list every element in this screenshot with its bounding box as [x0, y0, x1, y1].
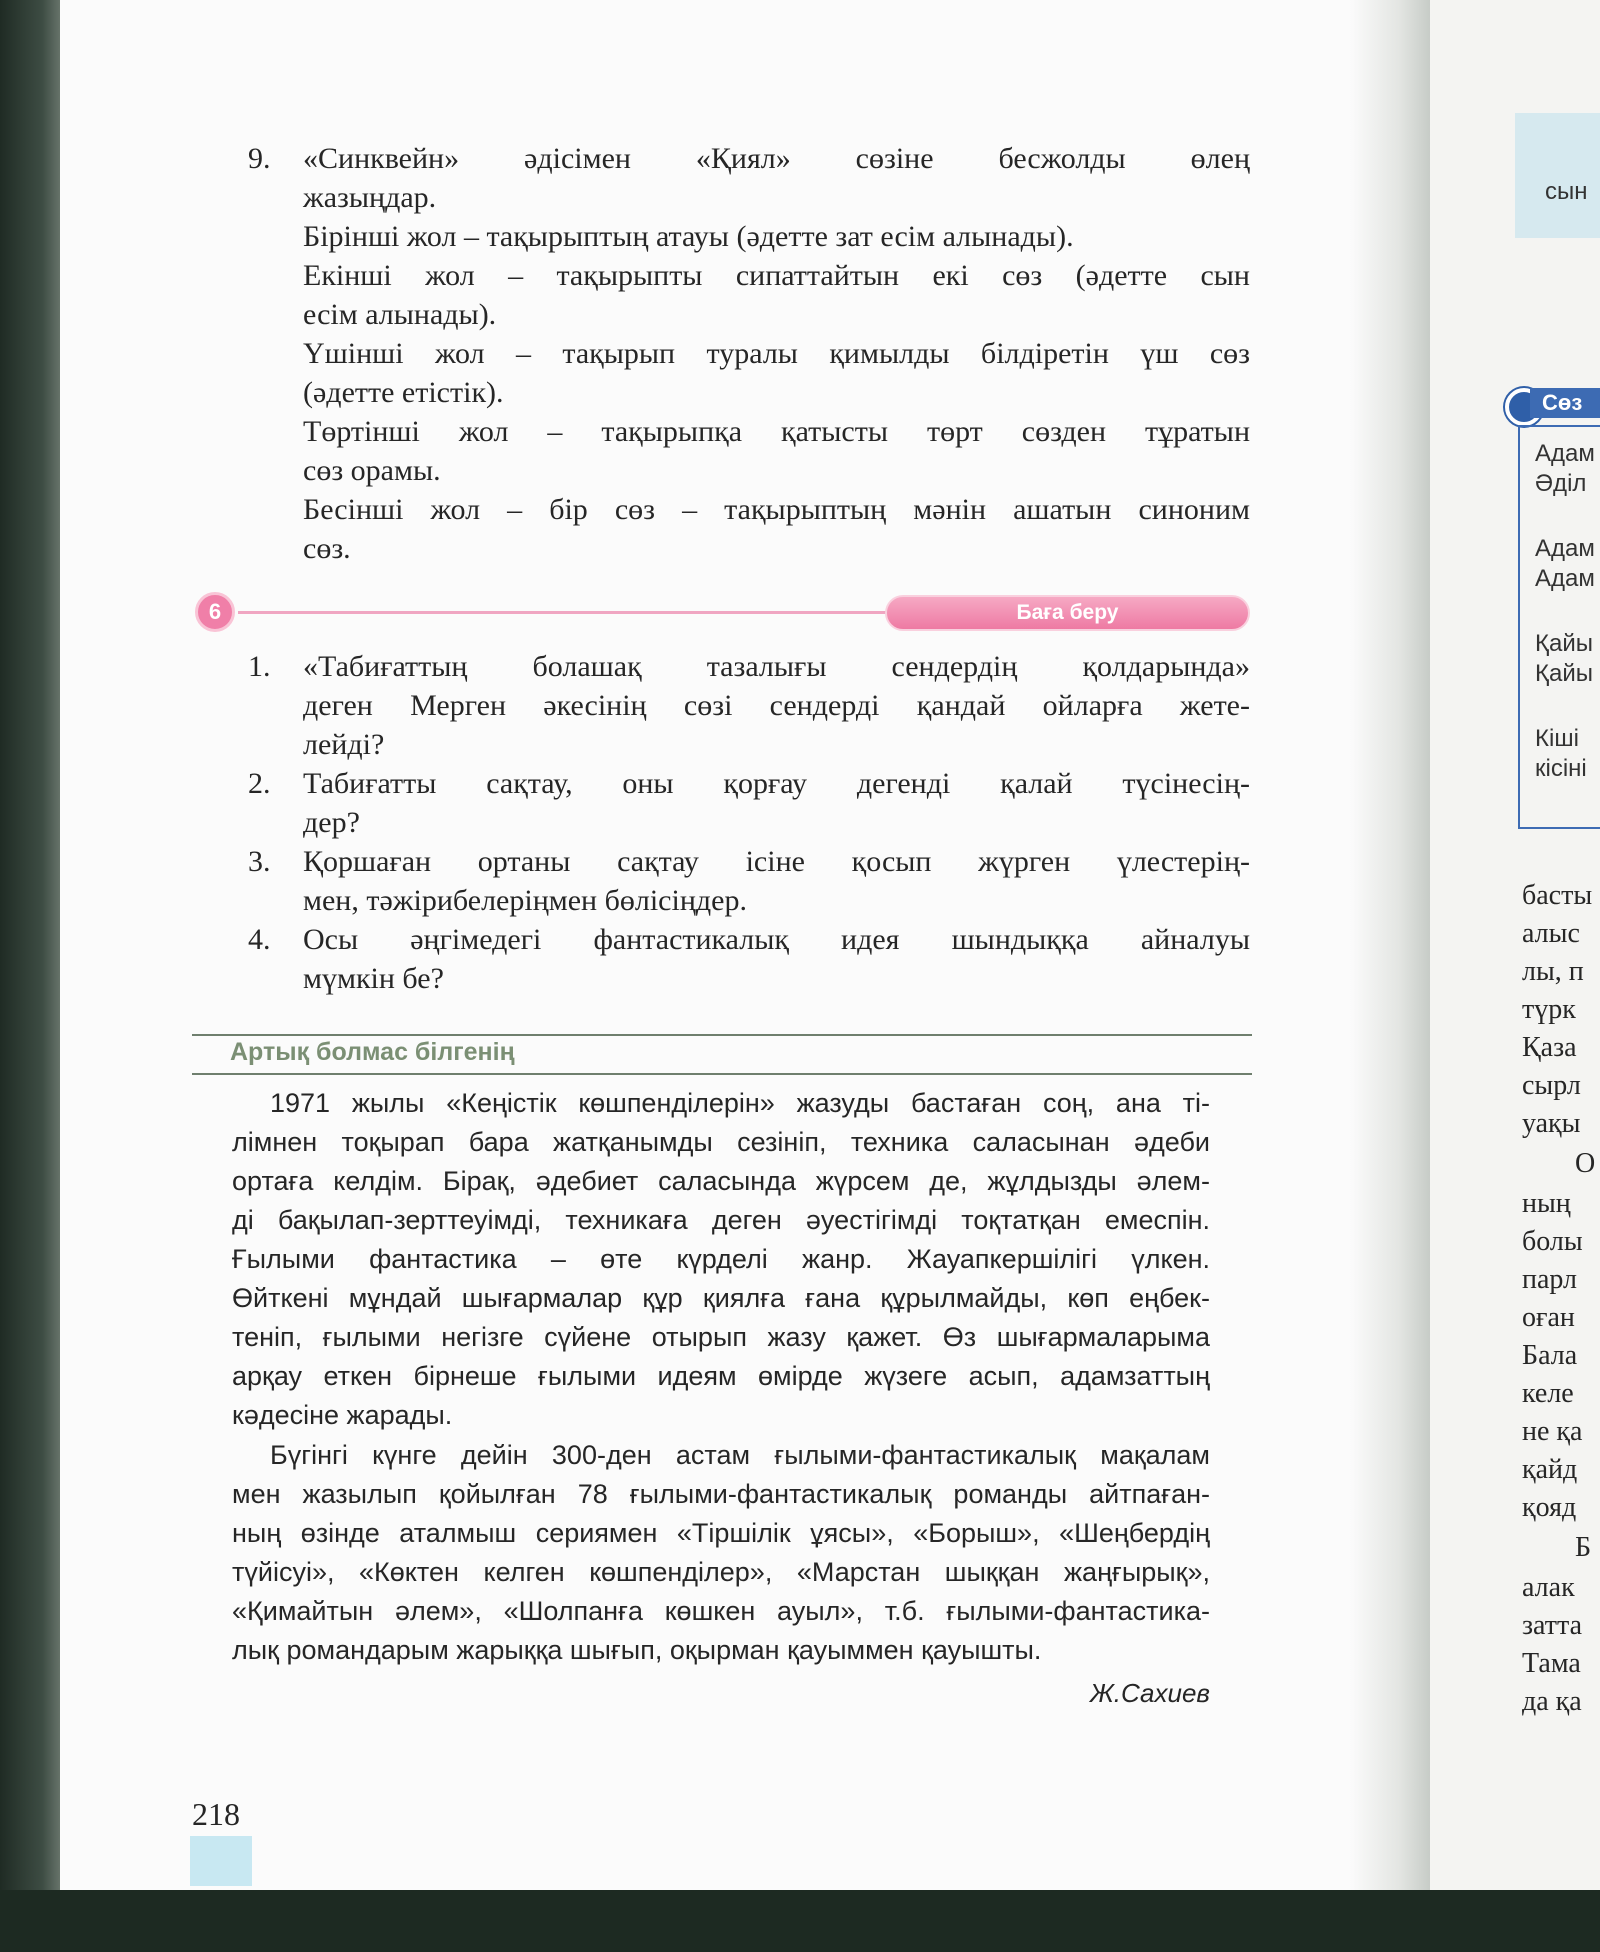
right-page-line: затта	[1522, 1610, 1583, 1641]
right-page-line: түрк	[1522, 994, 1576, 1025]
box-text-line: «Қимайтын әлем», «Шолпанға көшкен ауыл», т.б. ғылыми-фантастика-	[232, 1596, 1210, 1626]
box-text-line: Ғылыми фантастика – өте күрделі жанр. Жауапкершілігі үлкен.	[232, 1244, 1210, 1274]
right-page	[1430, 0, 1600, 1910]
question-number: 3.	[248, 845, 271, 878]
question-line: Табиғатты сақтау, оны қорғау дегенді қалай түсінесің-	[303, 767, 1250, 800]
right-page-line: келе	[1522, 1378, 1574, 1409]
box-text-line: ді бақылап-зерттеуімді, техникаға деген әуестігімді тоқтатқан емеспін.	[232, 1205, 1210, 1235]
panel-line: Кіші	[1535, 725, 1579, 752]
box-text-line: лық романдарым жарыққа шығып, оқырман қауыммен қауышты.	[232, 1635, 1042, 1665]
right-page-line: лы, п	[1522, 956, 1584, 987]
box-text-line: Өйткені мұндай шығармалар құр қиялға ғана құрылмайды, көп еңбек-	[232, 1283, 1210, 1313]
panel-line: Адам	[1535, 535, 1595, 562]
panel-line: Қайы	[1535, 660, 1593, 687]
right-page-line: О	[1575, 1148, 1596, 1179]
question-line: Қоршаған ортаны сақтау ісіне қосып жүрген үлестерің-	[303, 845, 1250, 878]
box-text-line: арқау еткен бірнеше ғылыми идеям өмірде жүзеге асып, адамзаттың	[232, 1361, 1210, 1391]
right-page-line: алак	[1522, 1572, 1575, 1603]
task-line: Бірінші жол – тақырыптың атауы (әдетте зат есім алынады).	[303, 220, 1074, 253]
right-page-line: қайд	[1522, 1454, 1578, 1485]
right-page-line: оған	[1522, 1302, 1575, 1333]
right-page-line: қояд	[1522, 1492, 1577, 1523]
question-line: «Табиғаттың болашақ тазалығы сендердің қолдарында»	[303, 650, 1250, 683]
page-number: 218	[192, 1796, 240, 1832]
box-text-line: ның өзінде аталмыш сериямен «Тіршілік ұясы», «Борыш», «Шеңбердің	[232, 1518, 1210, 1548]
right-page-label-box	[1515, 113, 1600, 238]
right-page-line: Б	[1575, 1532, 1592, 1563]
box-text-line: мен жазылып қойылған 78 ғылыми-фантастикалық романды айтпаған-	[232, 1479, 1210, 1509]
panel-title: Сөз	[1530, 388, 1600, 418]
task-number: 9.	[248, 142, 271, 175]
right-page-line: ның	[1522, 1188, 1571, 1219]
box-text-line: теніп, ғылыми негізге сүйене отырып жазу қажет. Өз шығармаларыма	[232, 1322, 1210, 1352]
task-line: «Синквейн» әдісімен «Қиял» сөзіне бесжолды өлең	[303, 142, 1250, 175]
panel-line: кісіні	[1535, 755, 1587, 782]
box-text-line: 1971 жылы «Кеңістік көшпенділерін» жазуды бастаған соң, ана ті-	[270, 1088, 1210, 1118]
right-page-label: сын	[1545, 178, 1588, 205]
question-line: лейді?	[303, 728, 385, 761]
panel-line: Адам	[1535, 565, 1595, 592]
box-text-line: Бүгінгі күнге дейін 300-ден астам ғылыми-фантастикалық мақалам	[270, 1440, 1210, 1470]
task-line: сөз орамы.	[303, 454, 441, 487]
right-page-line: парл	[1522, 1264, 1578, 1295]
box-top-rule	[192, 1034, 1252, 1036]
question-line: мүмкін бе?	[303, 962, 444, 995]
right-page-line: басты	[1522, 880, 1593, 911]
question-line: Осы әңгімедегі фантастикалық идея шындыққа айналуы	[303, 923, 1250, 956]
page-gutter	[1350, 0, 1430, 1890]
task-line: Үшінші жол – тақырып туралы қимылды білдіретін үш сөз	[303, 337, 1250, 370]
box-title-rule	[192, 1073, 1252, 1075]
right-page-line: Бала	[1522, 1340, 1578, 1371]
panel-line: Қайы	[1535, 630, 1593, 657]
scanner-background	[0, 1890, 1600, 1952]
question-number: 4.	[248, 923, 271, 956]
task-line: сөз.	[303, 532, 351, 565]
right-page-line: сырл	[1522, 1070, 1581, 1101]
panel-line: Әділ	[1535, 470, 1587, 497]
task-line: (әдетте етістік).	[303, 376, 504, 409]
box-text-line: ортаға келдім. Бірақ, әдебиет саласында жүрсем де, жұлдызды әлем-	[232, 1166, 1210, 1196]
panel-line: Адам	[1535, 440, 1595, 467]
section-number-badge: 6	[195, 592, 235, 632]
right-page-line: болы	[1522, 1226, 1583, 1257]
box-text-line: кәдесіне жарады.	[232, 1400, 453, 1430]
right-page-line: уақы	[1522, 1108, 1581, 1139]
right-page-line: да қа	[1522, 1686, 1582, 1717]
question-line: мен, тәжірибелеріңмен бөлісіңдер.	[303, 884, 747, 917]
task-line: Төртінші жол – тақырыпқа қатысты төрт сөзден тұратын	[303, 415, 1250, 448]
box-title: Артық болмас білгенің	[230, 1038, 515, 1066]
task-line: Екінші жол – тақырыпты сипаттайтын екі сөз (әдетте сын	[303, 259, 1250, 292]
section-divider-line	[238, 611, 888, 614]
right-page-line: алыс	[1522, 918, 1580, 949]
task-line: жазыңдар.	[303, 181, 437, 214]
task-line: Бесінші жол – бір сөз – тақырыптың мәнін ашатын синоним	[303, 493, 1250, 526]
task-line: есім алынады).	[303, 298, 497, 331]
box-text-line: лімнен тоқырап бара жатқанымды сезініп, техника саласынан әдеби	[232, 1127, 1210, 1157]
right-page-line: Қаза	[1522, 1032, 1577, 1063]
question-number: 1.	[248, 650, 271, 683]
page-number-marker	[190, 1836, 252, 1886]
question-number: 2.	[248, 767, 271, 800]
author-signature: Ж.Сахиев	[1089, 1678, 1210, 1708]
right-page-line: Тама	[1522, 1648, 1581, 1679]
section-title: Баға беру	[885, 595, 1250, 631]
box-text-line: түйісуі», «Көктен келген көшпенділер», «Марстан шыққан жаңғырық»,	[232, 1557, 1210, 1587]
question-line: дер?	[303, 806, 360, 839]
question-line: деген Мерген әкесінің сөзі сендерді қандай ойларға жете-	[303, 689, 1250, 722]
right-page-line: не қа	[1522, 1416, 1583, 1447]
